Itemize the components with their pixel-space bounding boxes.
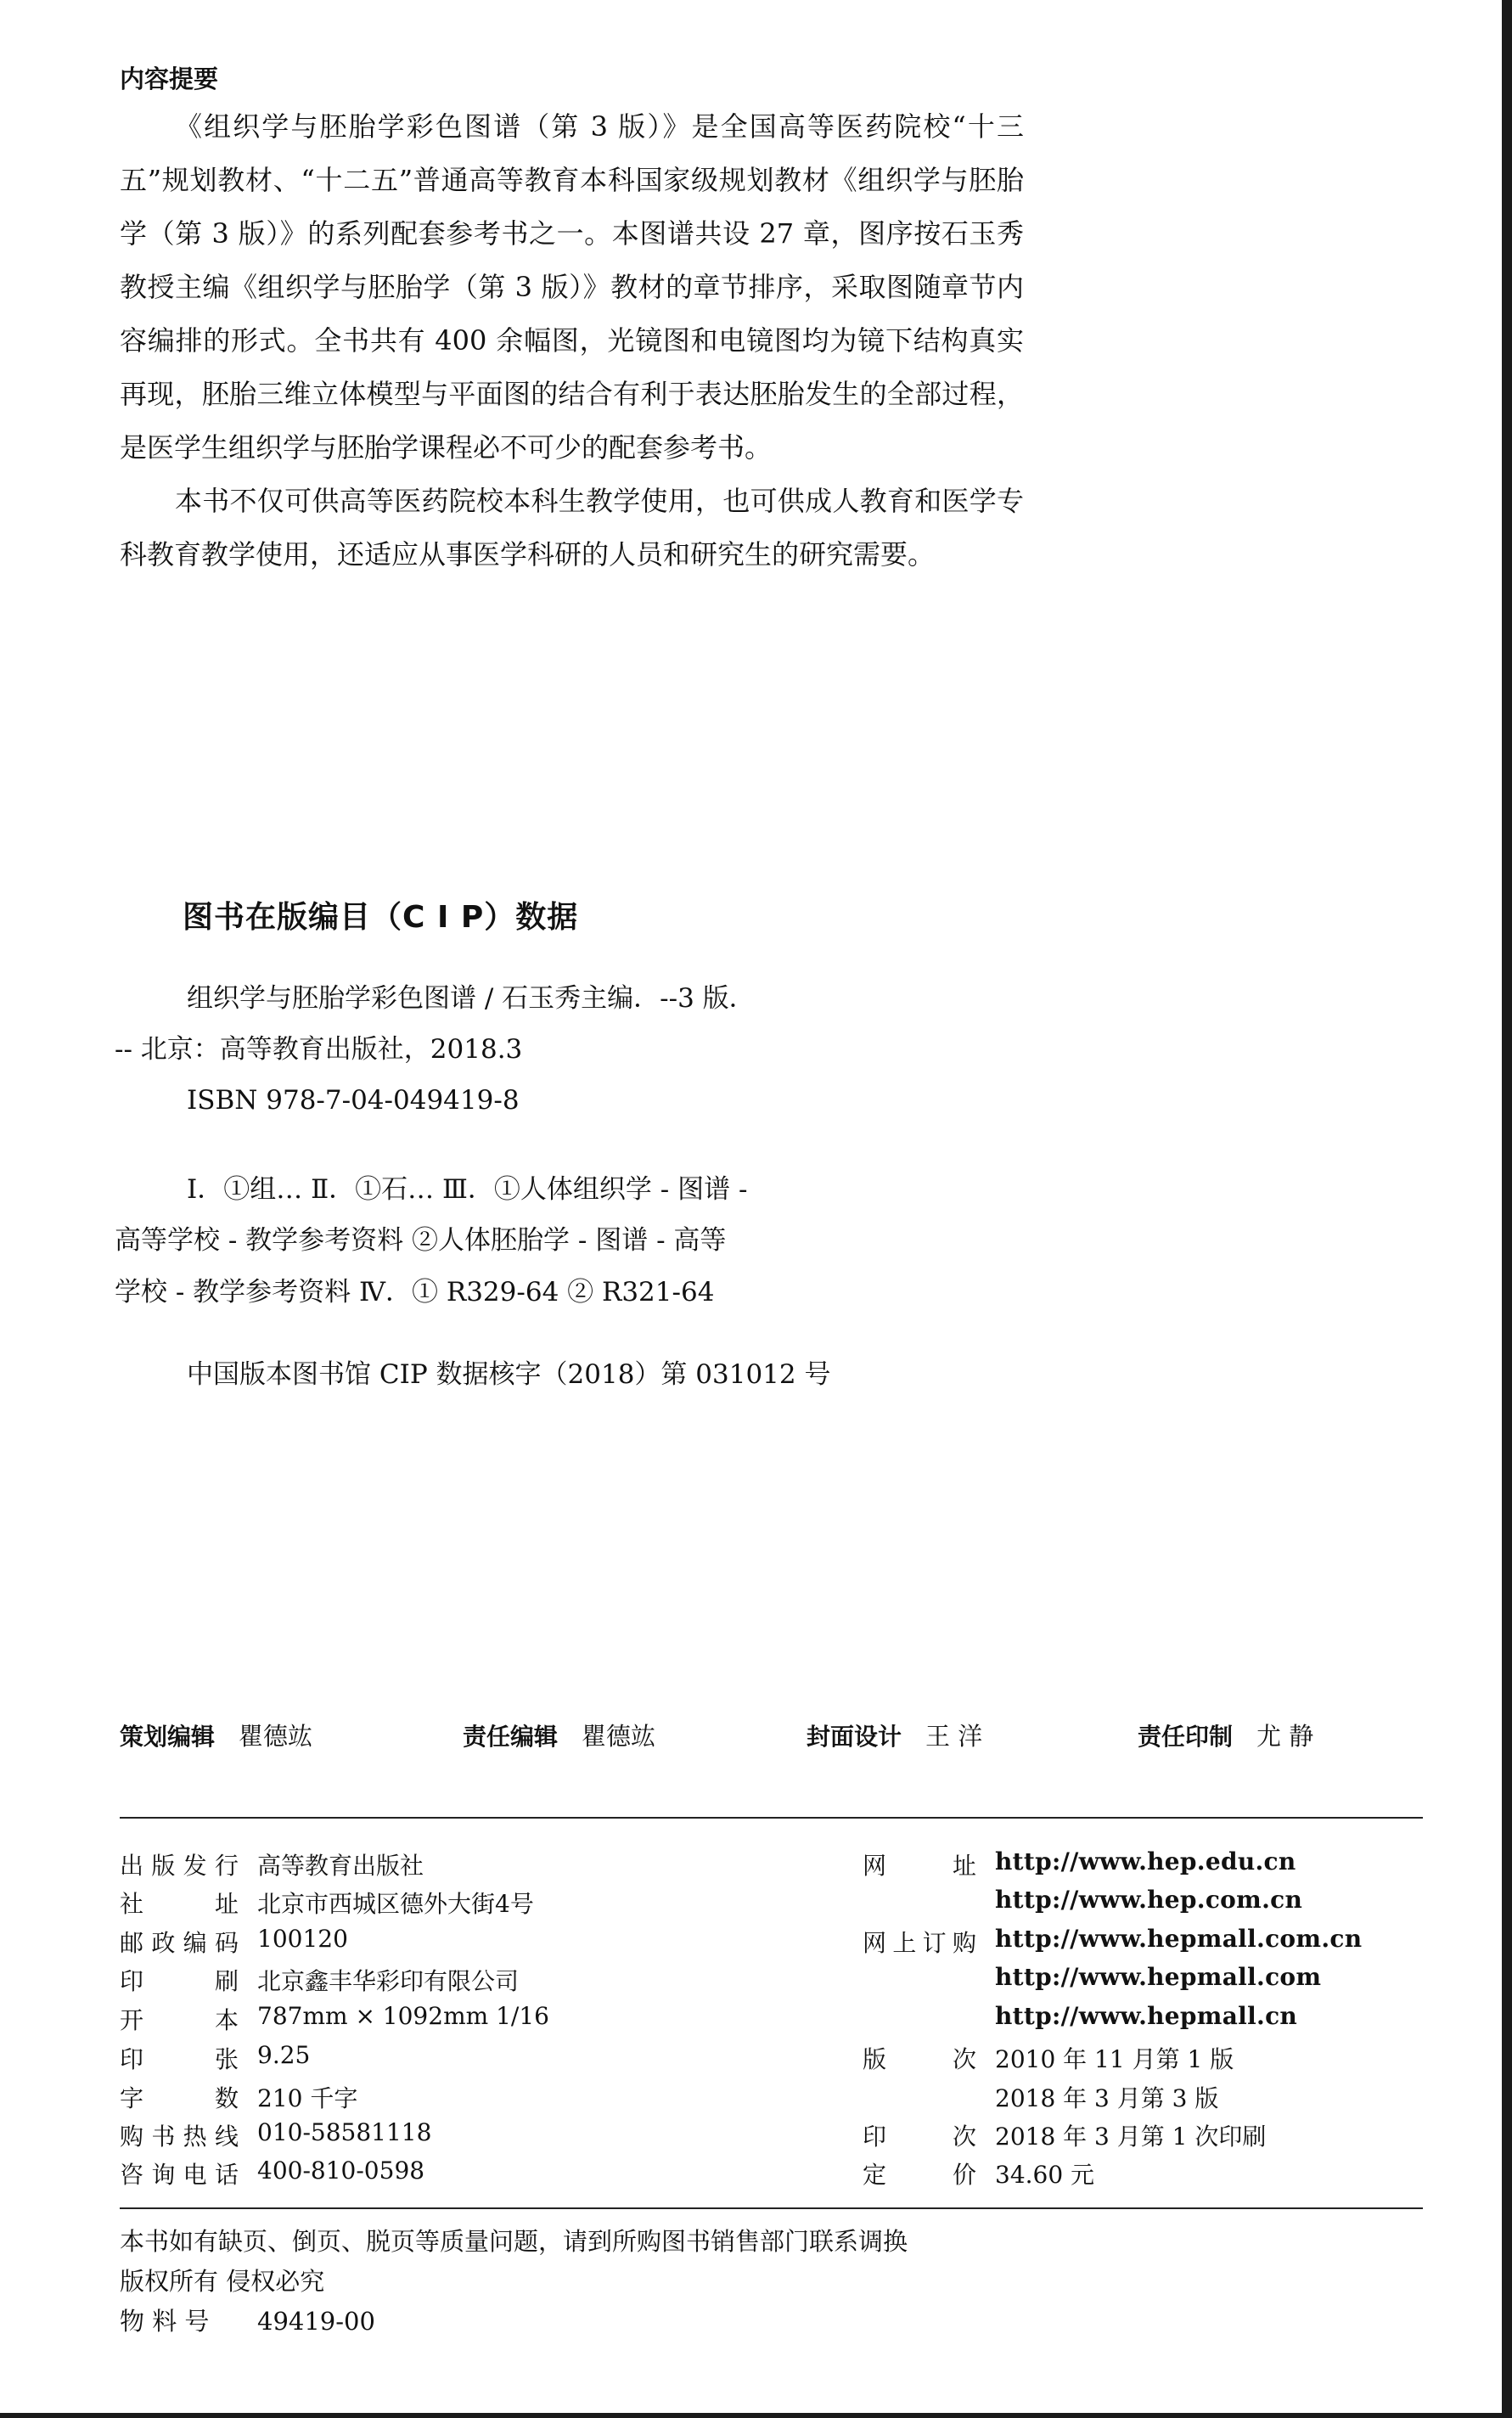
info-value: 北京鑫丰华彩印有限公司: [257, 1967, 520, 1995]
info-label: 印次: [863, 2123, 976, 2151]
cip-title-line: 组织学与胚胎学彩色图谱 / 石玉秀主编．--3 版．: [187, 983, 756, 1014]
material-value: 49419-00: [257, 2307, 375, 2336]
info-value: 高等教育出版社: [257, 1852, 424, 1880]
info-label: 邮政编码: [120, 1929, 239, 1957]
info-value: 100120: [257, 1925, 348, 1953]
info-label: 开本: [120, 2006, 239, 2034]
editor-entry: [463, 1718, 655, 1752]
scan-edge-right: [1502, 0, 1512, 2418]
cip-classification-line-3: 学校 - 教学参考资料 Ⅳ．① R329-64 ② R321-64: [115, 1277, 715, 1307]
quality-notice: 本书如有缺页、倒页、脱页等质量问题，请到所购图书销售部门联系调换: [120, 2227, 908, 2256]
info-row: [863, 2041, 1234, 2075]
editor-role: 策划编辑: [120, 1723, 216, 1751]
store-link[interactable]: http://www.hepmall.com.cn: [995, 1925, 1363, 1953]
info-row: [120, 2002, 549, 2036]
info-value: 010-58581118: [257, 2118, 432, 2146]
info-label: 网上订购: [863, 1929, 976, 1957]
info-row: [863, 2118, 1266, 2152]
cip-isbn-line: ISBN 978-7-04-049419-8: [187, 1085, 520, 1116]
info-label: 印刷: [120, 1967, 239, 1995]
info-row: [120, 2080, 357, 2114]
info-label: 购书热线: [120, 2123, 239, 2151]
editor-role: 责任印制: [1138, 1723, 1234, 1751]
info-label: 网址: [863, 1852, 976, 1880]
website-link[interactable]: http://www.hep.edu.cn: [995, 1847, 1296, 1875]
info-value: 2018 年 3 月第 1 次印刷: [995, 2123, 1267, 2151]
editor-entry: [807, 1718, 982, 1752]
cip-heading: 图书在版编目（C I P）数据: [183, 900, 579, 935]
divider-bottom: [120, 2207, 1423, 2209]
info-label: 印张: [120, 2045, 239, 2073]
editor-role: 封面设计: [807, 1723, 902, 1751]
info-label: 字数: [120, 2084, 239, 2112]
info-row: [863, 1886, 1302, 1914]
editor-name: 尤 静: [1256, 1722, 1314, 1751]
divider-top: [120, 1817, 1423, 1819]
editor-name: 王 洋: [925, 1722, 983, 1751]
info-row: [863, 1847, 1296, 1881]
summary-paragraph-2: 本书不仅可供高等医药院校本科生教学使用，也可供成人教育和医学专科教育教学使用，还适应从事医学科研的人员和研究生的研究需要。: [120, 485, 1024, 571]
info-value: 2010 年 11 月第 1 版: [995, 2045, 1234, 2073]
material-number: [120, 2303, 375, 2337]
info-row: [863, 1925, 1362, 1959]
info-row: [120, 1925, 348, 1959]
price-value: 34.60 元: [995, 2161, 1095, 2189]
info-value: 9.25: [257, 2041, 311, 2069]
info-row: [863, 1963, 1321, 1991]
info-value: 210 千字: [257, 2084, 358, 2112]
info-value: 2018 年 3 月第 3 版: [995, 2084, 1219, 2112]
editor-role: 责任编辑: [463, 1723, 559, 1751]
info-row: [120, 2118, 431, 2152]
store-link[interactable]: http://www.hepmall.cn: [995, 2002, 1298, 2030]
editor-entry: [1138, 1718, 1313, 1752]
material-label: 物 料 号: [120, 2307, 210, 2336]
info-row: [120, 2157, 424, 2190]
info-row: [120, 2041, 310, 2075]
editor-name: 瞿德竑: [239, 1722, 313, 1751]
info-row: [863, 2080, 1218, 2114]
cip-classification-line-1: Ⅰ．①组… Ⅱ．①石… Ⅲ．①人体组织学 - 图谱 -: [187, 1174, 748, 1205]
info-label: 定价: [863, 2161, 976, 2189]
editor-entry: [120, 1718, 312, 1752]
summary-heading: 内容提要: [120, 65, 219, 93]
info-label: 版次: [863, 2045, 976, 2073]
info-row: [120, 1886, 534, 1920]
info-row: [863, 2002, 1297, 2030]
info-value: 北京市西城区德外大街4号: [257, 1890, 534, 1918]
info-row: [120, 1963, 519, 1997]
info-row: [120, 1847, 424, 1881]
info-label: 社址: [120, 1890, 239, 1918]
editor-name: 瞿德竑: [582, 1722, 656, 1751]
info-value: 787mm × 1092mm 1/16: [257, 2002, 549, 2030]
info-value: 400-810-0598: [257, 2157, 425, 2185]
website-link[interactable]: http://www.hep.com.cn: [995, 1886, 1303, 1914]
scan-edge-bottom: [0, 2413, 1512, 2418]
cip-classification-line-2: 高等学校 - 教学参考资料 ②人体胚胎学 - 图谱 - 高等: [115, 1225, 727, 1256]
cip-record-number: 中国版本图书馆 CIP 数据核字（2018）第 031012 号: [187, 1359, 831, 1390]
summary-paragraph-1: 《组织学与胚胎学彩色图谱（第 3 版）》是全国高等医药院校“十三五”规划教材、“十二五”普通高等教育本科国家级规划教材《组织学与胚胎学（第 3 版）》的系列配套参考书之一。本图谱共设 27 章，图序按石玉秀教授主编《组织学与胚胎学（第 3 版）》教材的章节排序，采取图随章节内容编排的形式。全书共有 400 余幅图，光镜图和电镜图均为镜下结构真实再现，胚胎三维立体模型与平面图的结合有利于表达胚胎发生的全部过程，是医学生组织学与胚胎学课程必不可少的配套参考书。: [120, 110, 1024, 464]
info-label: 出版发行: [120, 1852, 239, 1880]
rights-notice: 版权所有 侵权必究: [120, 2267, 325, 2296]
info-label: 咨询电话: [120, 2161, 239, 2189]
cip-publisher-line: -- 北京：高等教育出版社，2018.3: [115, 1034, 523, 1065]
store-link[interactable]: http://www.hepmall.com: [995, 1963, 1322, 1991]
info-row: [863, 2157, 1094, 2190]
